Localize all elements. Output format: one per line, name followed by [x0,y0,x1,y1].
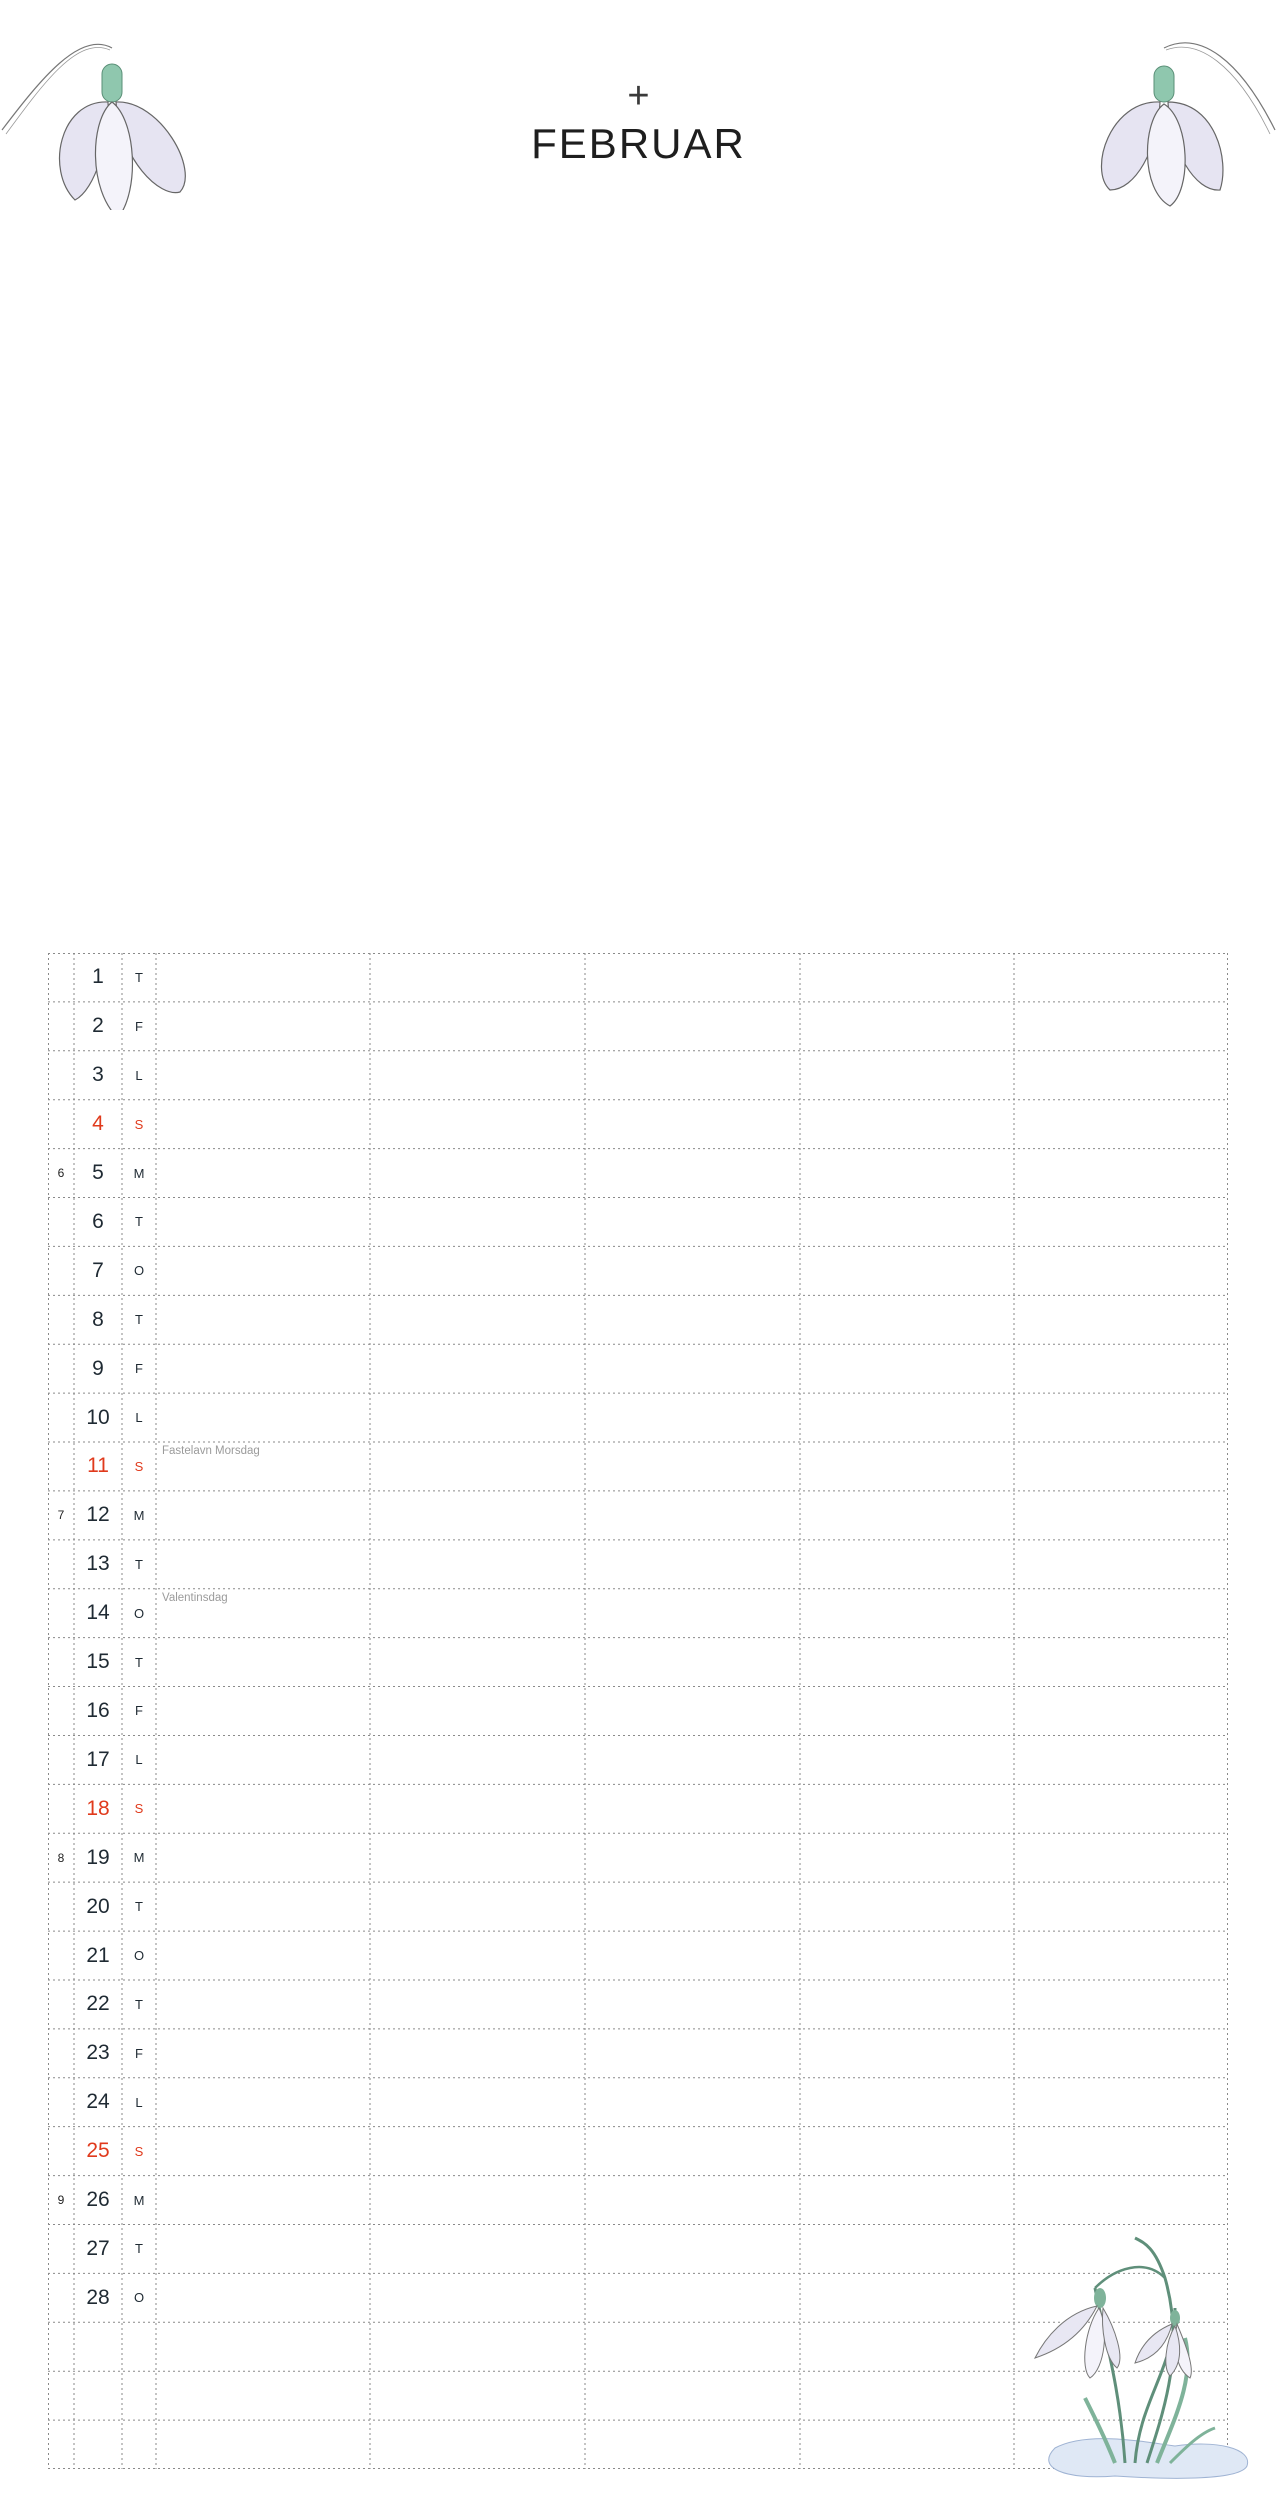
weekday-letter: S [134,2143,144,2159]
weekday-letter: M [133,2192,145,2208]
month-title: FEBRUAR [531,120,746,167]
week-number [48,1784,74,1833]
day-number: 25 [86,2139,110,2163]
calendar-row [48,2029,1228,2078]
day-number: 27 [86,2236,110,2260]
calendar-row [48,1100,1228,1149]
week-number [48,1344,74,1393]
weekday-letter: F [135,1018,143,1034]
week-number [48,2127,74,2176]
weekday-letter: O [133,1263,145,1279]
weekday-letter: M [133,1850,145,1866]
day-number: 13 [86,1552,110,1576]
day-number: 21 [86,1943,110,1967]
calendar-row [48,1198,1228,1247]
day-number: 24 [86,2090,110,2114]
day-number [74,2420,122,2469]
week-number [48,2420,74,2469]
week-number [48,953,74,1002]
calendar-row [48,1687,1228,1736]
weekday-letter: M [133,1165,145,1181]
day-number: 11 [87,1454,109,1478]
day-number: 28 [86,2285,110,2309]
day-number: 14 [86,1601,110,1625]
week-number: 6 [57,1166,65,1181]
calendar-row [48,1735,1228,1784]
weekday-letter: F [135,1361,143,1377]
weekday-letter: T [135,1556,143,1572]
weekday-letter: L [135,1752,143,1768]
day-number: 7 [92,1258,104,1282]
week-number [48,1295,74,1344]
week-number [48,1051,74,1100]
calendar-row [48,2127,1228,2176]
calendar-row [48,1491,1228,1540]
weekday-letter: T [135,1654,143,1670]
week-number: 9 [57,2193,65,2208]
day-number: 3 [92,1063,104,1087]
day-number: 18 [86,1796,110,1820]
day-number: 20 [86,1894,110,1918]
day-note: Valentinsdag [162,1591,228,1604]
calendar-row [48,2078,1228,2127]
week-number [48,2224,74,2273]
calendar-row [48,1246,1228,1295]
week-number [48,1735,74,1784]
weekday-letter: O [133,1948,145,1963]
day-number: 9 [92,1356,104,1380]
weekday-letter: F [135,1703,143,1719]
weekday-letter: T [135,1312,143,1328]
weekday-letter: F [135,2045,143,2061]
weekday-letter: T [135,1996,143,2012]
week-number [48,1931,74,1980]
day-number: 26 [86,2188,110,2212]
day-number: 1 [92,965,104,989]
day-number: 10 [86,1405,110,1429]
weekday-letter [122,2322,156,2371]
weekday-letter: T [135,2241,143,2257]
calendar-row [48,1344,1228,1393]
calendar-row [48,1540,1228,1589]
calendar-row [48,1051,1228,1100]
day-number: 12 [86,1503,110,1527]
week-number [48,2371,74,2420]
calendar-row [48,1980,1228,2029]
plus-icon: + [627,75,650,117]
day-number: 2 [92,1014,104,1038]
weekday-letter: T [135,1899,143,1915]
week-number [48,1882,74,1931]
day-number: 4 [92,1112,104,1136]
calendar-row [48,1295,1228,1344]
week-number [48,2029,74,2078]
weekday-letter [122,2371,156,2420]
week-number: 8 [57,1850,65,1865]
week-number [48,1540,74,1589]
week-number [48,2322,74,2371]
day-number: 6 [92,1209,104,1233]
calendar-row [48,953,1228,1002]
weekday-letter: T [135,969,143,985]
weekday-letter: L [135,1067,143,1083]
weekday-letter: T [135,1214,143,1230]
calendar-row [48,1931,1228,1980]
day-number: 22 [86,1992,110,2016]
week-number [48,1589,74,1638]
week-number [48,1198,74,1247]
day-number: 5 [92,1161,104,1185]
calendar-row [48,1882,1228,1931]
calendar-row [48,1002,1228,1051]
calendar-row [48,1833,1228,1882]
weekday-letter: M [133,1507,145,1523]
weekday-letter: O [133,2290,145,2306]
weekday-letter: O [133,1605,145,1621]
calendar-row [48,1442,1228,1491]
calendar-row [48,1784,1228,1833]
header [0,75,1277,168]
calendar-row [48,1638,1228,1687]
calendar-row [48,1589,1228,1638]
day-number: 15 [86,1650,110,1674]
day-note: Fastelavn Morsdag [162,1445,260,1458]
week-number [48,1002,74,1051]
week-number [48,1687,74,1736]
weekday-letter: S [134,1801,144,1817]
day-number: 8 [92,1307,104,1331]
day-number: 17 [86,1747,110,1771]
week-number [48,1638,74,1687]
snowdrop-bouquet-icon [1025,2218,1255,2488]
weekday-letter: S [134,1458,144,1474]
day-number [74,2322,122,2371]
week-number [48,1100,74,1149]
calendar-row [48,1393,1228,1442]
day-number: 19 [86,1845,110,1869]
calendar-row [48,1149,1228,1198]
weekday-letter: L [135,1410,143,1426]
day-number: 16 [86,1698,110,1722]
week-number [48,2273,74,2322]
weekday-letter: S [134,1116,144,1132]
week-number [48,1442,74,1491]
week-number [48,1246,74,1295]
week-number: 7 [57,1508,65,1523]
day-number [74,2371,122,2420]
week-number [48,2078,74,2127]
weekday-letter: L [135,2094,143,2110]
day-number: 23 [86,2041,110,2065]
weekday-letter [122,2420,156,2469]
week-number [48,1980,74,2029]
week-number [48,1393,74,1442]
